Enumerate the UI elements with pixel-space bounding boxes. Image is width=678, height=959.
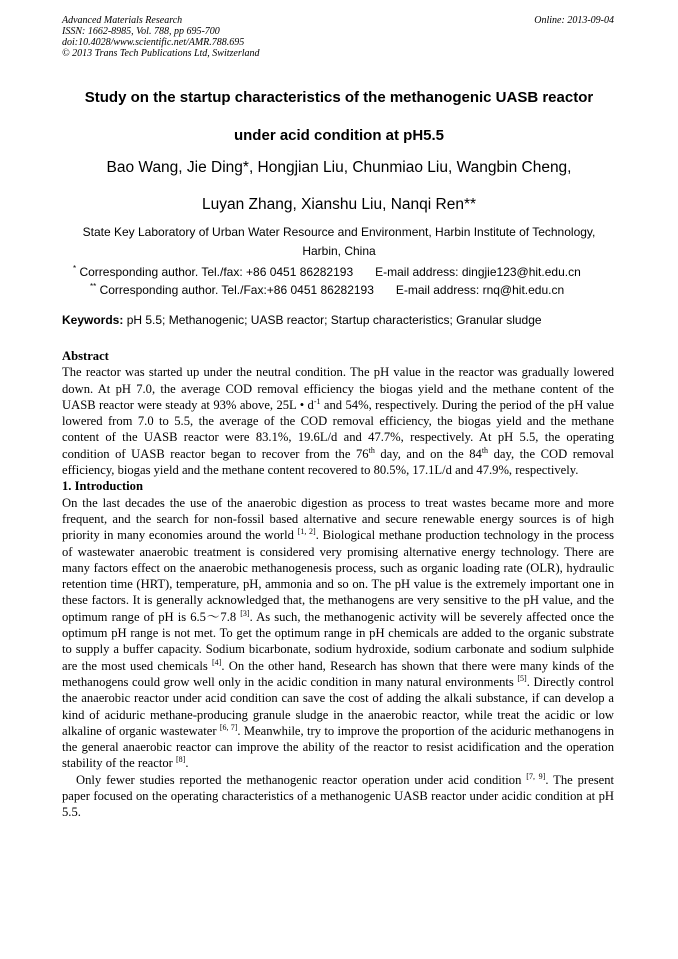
authors-line-2: Luyan Zhang, Xianshu Liu, Nanqi Ren** — [201, 196, 477, 213]
corr-email-1: E-mail address: dingjie123@hit.edu.cn — [375, 265, 581, 279]
affiliation — [40, 223, 638, 261]
citation: [8] — [176, 755, 186, 765]
introduction-paragraph-1: On the last decades the use of the anaerobic digestion as process to treat wastes became more and more frequent, and the search for non-fossil based alternative and secure renewable energy sources is of high priority in many economies around the world [1, 2]. Biological methane production technology in the process of wastewater anaerobic treatment is considered very promising alternative energy technology. There are many factors effect on the anaerobic methanogenesis process, such as organic loading rate (OLR), hydraulic retention time (HRT), temperature, pH, ammonia and so on. The pH value is the extremely important one in these factors. It is generally acknowledged that, the methanogens are very sensitive to the pH value, and the optimum range of pH is 6.5～7.8 [3]. As such, the methanogenic activity will be severely affected once the optimum pH range is not met. To get the optimum range in pH chemicals are added to the organic substrate to supply a buffer capacity. Sodium bicarbonate, sodium hydroxide, sodium carbonate and sodium sulphide are the most used chemicals [4]. On the other hand, Research has shown that there were many kinds of the methanogens could grow well only in the acidic condition in many natural environments [5]. Directly control the anaerobic reactor under acid condition can save the cost of adding the alkali substance, if can develop a kind of aciduric methane-producing granule sludge in the anaerobic reactor, while treat the acidic or low alkaline of organic wastewater [6, 7]. Meanwhile, try to improve the proportion of the aciduric methanogens in the general anaerobic reactor can improve the ability of the reactor to resist acidification and the operation stability of the reactor [8]. — [62, 495, 615, 771]
issn-line: ISSN: 1662-8985, Vol. 788, pp 695-700 — [62, 26, 220, 37]
introduction-heading: 1. Introduction — [62, 479, 143, 494]
copyright-line: © 2013 Trans Tech Publications Ltd, Switzerland — [62, 48, 260, 59]
affiliation-line-2: Harbin, China — [302, 244, 376, 258]
keywords — [62, 313, 618, 327]
corr-mark-1: * — [73, 264, 77, 273]
introduction-paragraph-2: Only fewer studies reported the methanogenic reactor operation under acid condition [7, 9]. The present paper focused on the operating characteristics of a methanogenic UASB reactor under acidic condition at pH 5.5. — [62, 771, 614, 820]
paper-title-line-1: Study on the startup characteristics of the methanogenic UASB reactor — [84, 89, 594, 106]
citation: [6, 7] — [219, 722, 238, 732]
citation: [1, 2] — [297, 527, 316, 537]
main-text — [62, 348, 614, 821]
corr-email-2: E-mail address: rnq@hit.edu.cn — [395, 283, 565, 297]
corresponding-author-1 — [73, 264, 581, 279]
corr-text-2: Corresponding author. Tel./Fax:+86 0451 86282193 — [96, 283, 374, 297]
keywords-label: Keywords: — [62, 313, 124, 327]
corresponding-author-2 — [90, 282, 564, 297]
citation: [3] — [240, 608, 250, 618]
journal-name: Advanced Materials Research — [62, 15, 183, 26]
journal-header — [62, 15, 260, 59]
authors-line-1: Bao Wang, Jie Ding*, Hongjian Liu, Chunmiao Liu, Wangbin Cheng, — [106, 159, 572, 176]
keywords-text: pH 5.5; Methanogenic; UASB reactor; Startup characteristics; Granular sludge — [123, 313, 542, 327]
doi-line: doi:10.4028/www.scientific.net/AMR.788.695 — [62, 37, 245, 48]
affiliation-line-1: State Key Laboratory of Urban Water Resource and Environment, Harbin Institute of Technology, — [82, 225, 596, 239]
online-date: Online: 2013-09-04 — [534, 15, 614, 26]
citation: [7, 9] — [526, 771, 546, 781]
corr-mark-2: ** — [90, 282, 97, 291]
paper-title-line-2: under acid condition at pH5.5 — [233, 127, 445, 144]
citation: [4] — [212, 657, 222, 667]
abstract-paragraph: The reactor was started up under the neutral condition. The pH value in the reactor was gradually lowered down. At pH 7.0, the average COD removal efficiency the biogas yield and the methane content of the UASB reactor were steady at 93% above, 25L • $d^{-1}$ and 54%, respectively. During the period of the pH value lowered from 7.0 to 5.5, the average of the COD removal efficiency, the biogas yield and the methane content of the UASB reactor were 83.1%, 19.6L/d and 47.7%, respectively. At pH 5.5, the operating condition of UASB reactor began to recover from the 76th day, and on the 84th day, the COD removal efficiency, biogas yield and the methane content recovered to 80.5%, 17.1L/d and 47.9%, respectively. — [62, 365, 614, 478]
corr-text-1: Corresponding author. Tel./fax: +86 0451 86282193 — [76, 265, 354, 279]
citation: [5] — [517, 673, 527, 683]
abstract-heading: Abstract — [62, 349, 109, 363]
